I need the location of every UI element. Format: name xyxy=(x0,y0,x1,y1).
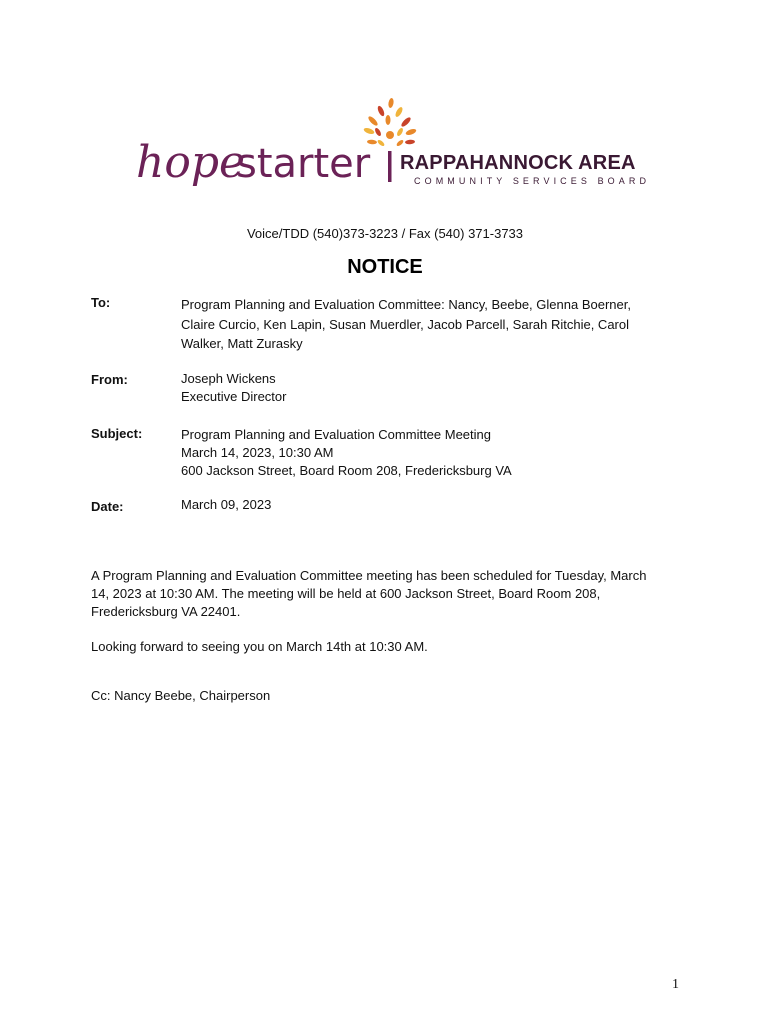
body-paragraph-1 xyxy=(91,567,651,621)
memo-from-label: From: xyxy=(91,372,128,387)
org-name: RAPPAHANNOCK AREA xyxy=(400,152,636,174)
flame-petals-icon xyxy=(363,98,417,147)
body-paragraph-2 xyxy=(91,638,651,656)
body-line: 14, 2023 at 10:30 AM. The meeting will be held at 600 Jackson Street, Board Room 208, xyxy=(91,586,601,601)
logo-starter-text: starter xyxy=(236,141,371,187)
cc-line xyxy=(91,687,651,705)
memo-subject-label: Subject: xyxy=(91,426,143,441)
memo-from-lines xyxy=(181,370,641,406)
logo-divider xyxy=(388,151,392,182)
memo-subject-line: March 14, 2023, 10:30 AM xyxy=(181,445,334,460)
body-line: A Program Planning and Evaluation Committee meeting has been scheduled for Tuesday, March xyxy=(91,568,647,583)
contact-line: Voice/TDD (540)373-3223 / Fax (540) 371-3733 xyxy=(246,226,524,241)
memo-subject-line: 600 Jackson Street, Board Room 208, Fredericksburg VA xyxy=(181,463,512,478)
letterhead-logo xyxy=(132,95,651,213)
memo-date-lines xyxy=(181,496,641,514)
memo-from-line: Executive Director xyxy=(181,389,287,404)
memo-to-label: To: xyxy=(91,295,111,310)
memo-date-label: Date: xyxy=(91,499,124,514)
memo-date-line: March 09, 2023 xyxy=(181,497,272,512)
memo-to-lines xyxy=(181,295,641,354)
memo-subject-lines xyxy=(181,426,641,480)
memo-from-line: Joseph Wickens xyxy=(181,371,276,386)
memo-to-line: Walker, Matt Zurasky xyxy=(181,336,303,351)
page-number: 1 xyxy=(672,977,679,992)
org-subtitle: COMMUNITY SERVICES BOARD xyxy=(414,176,651,186)
memo-to-line: Program Planning and Evaluation Committee: Nancy, Beebe, Glenna Boerner, xyxy=(181,297,631,312)
memo-subject-line: Program Planning and Evaluation Committee Meeting xyxy=(181,427,492,442)
memo-to-line: Claire Curcio, Ken Lapin, Susan Muerdler, Jacob Parcell, Sarah Ritchie, Carol xyxy=(181,316,629,332)
cc-text: Cc: Nancy Beebe, Chairperson xyxy=(91,688,271,703)
body-line: Looking forward to seeing you on March 14th at 10:30 AM. xyxy=(91,639,428,654)
logo-hope-text: hope xyxy=(136,137,246,188)
notice-title: NOTICE xyxy=(347,256,423,278)
body-line: Fredericksburg VA 22401. xyxy=(91,604,241,619)
